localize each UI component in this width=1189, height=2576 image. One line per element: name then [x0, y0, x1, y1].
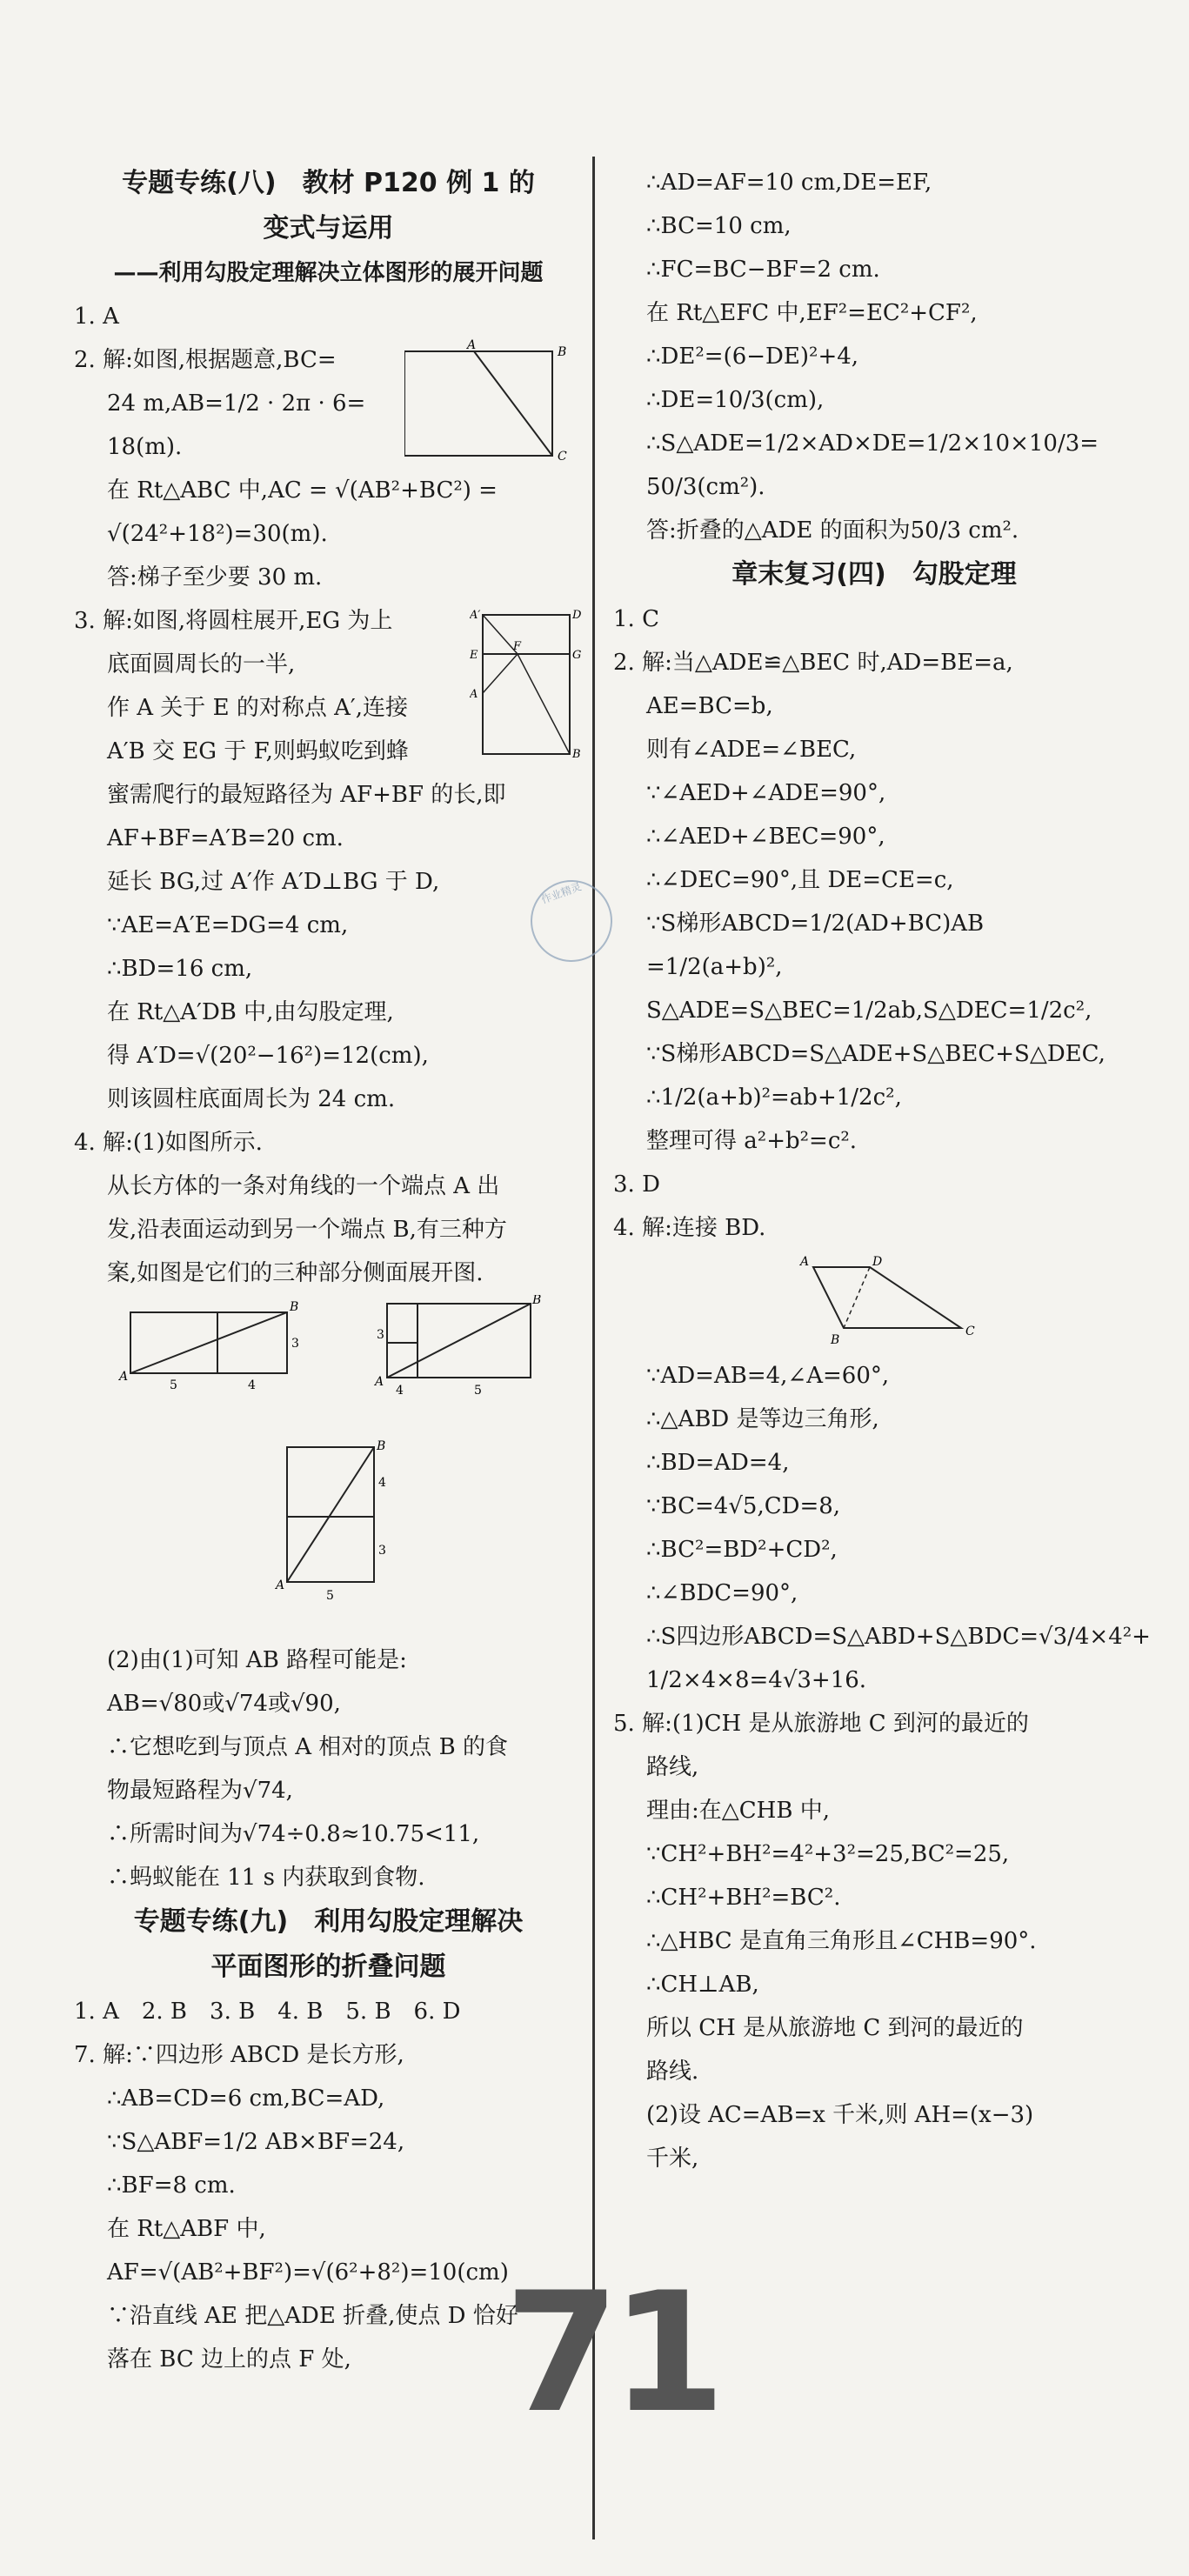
- answer-line: 蜜需爬行的最短路径为 AF+BF 的长,即: [107, 782, 506, 808]
- fig-label: C: [965, 1325, 975, 1338]
- answer-line: AB=√80或√74或√90,: [107, 1691, 341, 1717]
- answer-line: ∵AE=A′E=DG=4 cm,: [107, 912, 349, 938]
- answer-line: A′B 交 EG 于 F,则蚂蚁吃到蜂: [107, 738, 409, 764]
- answer-line: AF=√(AB²+BF²)=√(6²+8²)=10(cm): [107, 2259, 509, 2286]
- ladder-figure: [404, 338, 578, 460]
- answer-line: 在 Rt△ABF 中,: [107, 2216, 266, 2242]
- answer-line: ∵沿直线 AE 把△ADE 折叠,使点 D 恰好: [107, 2303, 518, 2329]
- section-title: 平面图形的折叠问题: [210, 1952, 446, 1982]
- answer-line: 底面圆周长的一半,: [107, 651, 296, 677]
- answer-line: ∴FC=BC−BF=2 cm.: [646, 257, 880, 283]
- answer-line: 答:折叠的△ADE 的面积为50/3 cm².: [646, 517, 1019, 544]
- answer-line: ∴CH²+BH²=BC².: [646, 1885, 841, 1911]
- answer-line: AF+BF=A′B=20 cm.: [107, 825, 344, 851]
- fig-label: 3: [378, 1544, 386, 1558]
- answer-line: 得 A′D=√(20²−16²)=12(cm),: [107, 1043, 429, 1069]
- fig-label: B: [572, 748, 581, 761]
- answer-line: ∵S△ABF=1/2 AB×BF=24,: [107, 2129, 405, 2155]
- fig-label: C: [558, 450, 567, 460]
- stamp-text: 作业精灵: [539, 880, 584, 906]
- answer-line: ∵∠AED+∠ADE=90°,: [646, 780, 886, 806]
- answer-line: 路线.: [646, 2059, 699, 2085]
- answer-line: 在 Rt△EFC 中,EF²=EC²+CF²,: [646, 300, 978, 326]
- answer-line: ∴DE²=(6−DE)²+4,: [646, 344, 859, 370]
- fig-label: A: [470, 688, 478, 701]
- answer-line: 整理可得 a²+b²=c².: [646, 1128, 858, 1154]
- answer-line: 则该圆柱底面周长为 24 cm.: [107, 1086, 396, 1112]
- answer-line: 2. 解:如图,根据题意,BC=: [74, 347, 337, 373]
- answer-line: √(24²+18²)=30(m).: [107, 521, 328, 547]
- answer-line: 24 m,AB=1/2 · 2π · 6=: [107, 390, 366, 417]
- fig-label: B: [831, 1333, 840, 1347]
- answer-line: ∵AD=AB=4,∠A=60°,: [646, 1363, 890, 1389]
- right-column: [613, 161, 1151, 2180]
- answer-line: 1. A 2. B 3. B 4. B 5. B 6. D: [74, 1999, 461, 2025]
- answer-line: (2)由(1)可知 AB 路程可能是:: [107, 1647, 407, 1673]
- answer-line: ∵BC=4√5,CD=8,: [646, 1493, 841, 1519]
- section-title: 章末复习(四) 勾股定理: [731, 559, 1017, 590]
- section-title: 专题专练(八) 教材 P120 例 1 的: [122, 168, 535, 198]
- answer-line: 理由:在△CHB 中,: [646, 1798, 830, 1824]
- answer-line: =1/2(a+b)²,: [646, 954, 783, 980]
- answer-line: 从长方体的一条对角线的一个端点 A 出: [107, 1173, 500, 1199]
- fig-label: 5: [474, 1384, 482, 1398]
- answer-line: ∴△HBC 是直角三角形且∠CHB=90°.: [646, 1928, 1037, 1954]
- column-divider: [592, 157, 595, 2539]
- fig-label: 5: [170, 1378, 177, 1392]
- answer-line: ∴蚂蚁能在 11 s 内获取到食物.: [107, 1865, 425, 1891]
- answer-line: ∵S梯形ABCD=1/2(AD+BC)AB: [646, 911, 985, 937]
- fig-label: A: [119, 1370, 129, 1384]
- answer-line: ∴BF=8 cm.: [107, 2172, 236, 2199]
- section-title: 专题专练(九) 利用勾股定理解决: [133, 1906, 524, 1937]
- answer-line: 落在 BC 边上的点 F 处,: [107, 2346, 351, 2372]
- cylinder-unfold-figure: [470, 606, 583, 763]
- answer-line: 1. A: [74, 304, 119, 330]
- fig-label: B: [290, 1300, 299, 1314]
- fig-label: A: [467, 338, 477, 352]
- answer-line: 1. C: [613, 606, 659, 632]
- answer-line: ∵S梯形ABCD=S△ADE+S△BEC+S△DEC,: [646, 1041, 1106, 1067]
- fig-label: A: [800, 1255, 810, 1269]
- answer-line: 3. D: [613, 1171, 660, 1198]
- answer-line: 2. 解:当△ADE≌△BEC 时,AD=BE=a,: [613, 650, 1013, 676]
- answer-line: 则有∠ADE=∠BEC,: [646, 737, 857, 763]
- answer-line: ∴∠DEC=90°,且 DE=CE=c,: [646, 867, 954, 893]
- answer-line: ∴BC²=BD²+CD²,: [646, 1537, 838, 1563]
- answer-line: 作 A 关于 E 的对称点 A′,连接: [107, 695, 409, 721]
- fig-label: D: [572, 609, 582, 622]
- cuboid-unfold-figures: [74, 1295, 583, 1638]
- page-number: 71: [504, 2257, 718, 2449]
- fig-label: B: [558, 345, 567, 359]
- answer-line: ∴S△ADE=1/2×AD×DE=1/2×10×10/3=: [646, 430, 1099, 457]
- answer-line: 18(m).: [107, 434, 183, 460]
- answer-line: 发,沿表面运动到另一个端点 B,有三种方: [107, 1217, 507, 1243]
- answer-line: 延长 BG,过 A′作 A′D⊥BG 于 D,: [107, 869, 440, 895]
- fig-label: 4: [378, 1476, 386, 1490]
- answer-line: 4. 解:连接 BD.: [613, 1215, 766, 1241]
- fig-label: E: [470, 649, 478, 662]
- answer-line: ∴DE=10/3(cm),: [646, 387, 825, 413]
- answer-line: ∴BC=10 cm,: [646, 213, 792, 239]
- fig-label: A: [375, 1375, 384, 1389]
- answer-line: ∵CH²+BH²=4²+3²=25,BC²=25,: [646, 1841, 1010, 1867]
- fig-label: F: [513, 640, 522, 653]
- fig-label: B: [532, 1295, 542, 1307]
- answer-line: ∴BD=16 cm,: [107, 956, 253, 982]
- answer-line: 1/2×4×8=4√3+16.: [646, 1667, 867, 1693]
- answer-line: 千米,: [646, 2146, 699, 2172]
- fig-label: 4: [396, 1384, 404, 1398]
- answer-line: 4. 解:(1)如图所示.: [74, 1130, 263, 1156]
- answer-line: S△ADE=S△BEC=1/2ab,S△DEC=1/2c²,: [646, 998, 1092, 1024]
- fig-label: A′: [470, 609, 481, 622]
- fig-label: A: [276, 1578, 285, 1592]
- answer-line: ∴它想吃到与顶点 A 相对的顶点 B 的食: [107, 1734, 508, 1760]
- answer-line: 答:梯子至少要 30 m.: [107, 564, 323, 591]
- answer-line: 在 Rt△A′DB 中,由勾股定理,: [107, 999, 394, 1025]
- answer-line: 案,如图是它们的三种部分侧面展开图.: [107, 1260, 484, 1286]
- fig-label: 3: [377, 1328, 384, 1342]
- fig-label: B: [377, 1439, 386, 1453]
- answer-line: ∴1/2(a+b)²=ab+1/2c²,: [646, 1084, 902, 1111]
- answer-line: 5. 解:(1)CH 是从旅游地 C 到河的最近的: [613, 1711, 1029, 1737]
- answer-line: ∴AD=AF=10 cm,DE=EF,: [646, 170, 932, 196]
- answer-line: 物最短路程为√74,: [107, 1778, 293, 1804]
- quadrilateral-figure: [613, 1250, 1135, 1354]
- fig-label: 5: [326, 1589, 334, 1603]
- fig-label: D: [872, 1255, 883, 1269]
- answer-line: ∴△ABD 是等边三角形,: [646, 1406, 879, 1432]
- answer-line: ∴S四边形ABCD=S△ABD+S△BDC=√3/4×4²+: [646, 1624, 1151, 1650]
- answer-line: ∴∠BDC=90°,: [646, 1580, 798, 1606]
- answer-line: 在 Rt△ABC 中,AC = √(AB²+BC²) =: [107, 477, 498, 504]
- answer-line: 所以 CH 是从旅游地 C 到河的最近的: [646, 2015, 1024, 2041]
- fig-label: 3: [291, 1337, 299, 1351]
- fig-label: 4: [248, 1378, 256, 1392]
- answer-line: ∴BD=AD=4,: [646, 1450, 790, 1476]
- answer-line: 7. 解:∵四边形 ABCD 是长方形,: [74, 2042, 404, 2068]
- answer-line: AE=BC=b,: [646, 693, 773, 719]
- answer-line: ∴AB=CD=6 cm,BC=AD,: [107, 2085, 385, 2112]
- answer-line: 路线,: [646, 1754, 699, 1780]
- answer-line: ∴CH⊥AB,: [646, 1972, 759, 1998]
- fig-label: G: [572, 649, 582, 662]
- answer-line: 3. 解:如图,将圆柱展开,EG 为上: [74, 608, 393, 634]
- answer-line: ∴所需时间为√74÷0.8≈10.75<11,: [107, 1821, 480, 1847]
- answer-line: (2)设 AC=AB=x 千米,则 AH=(x−3): [646, 2102, 1034, 2128]
- section-title: 变式与运用: [263, 213, 394, 244]
- answer-line: ∴∠AED+∠BEC=90°,: [646, 824, 885, 850]
- left-column: [74, 161, 583, 2381]
- answer-line: 50/3(cm²).: [646, 474, 765, 500]
- section-subtitle: ——利用勾股定理解决立体图形的展开问题: [113, 260, 544, 286]
